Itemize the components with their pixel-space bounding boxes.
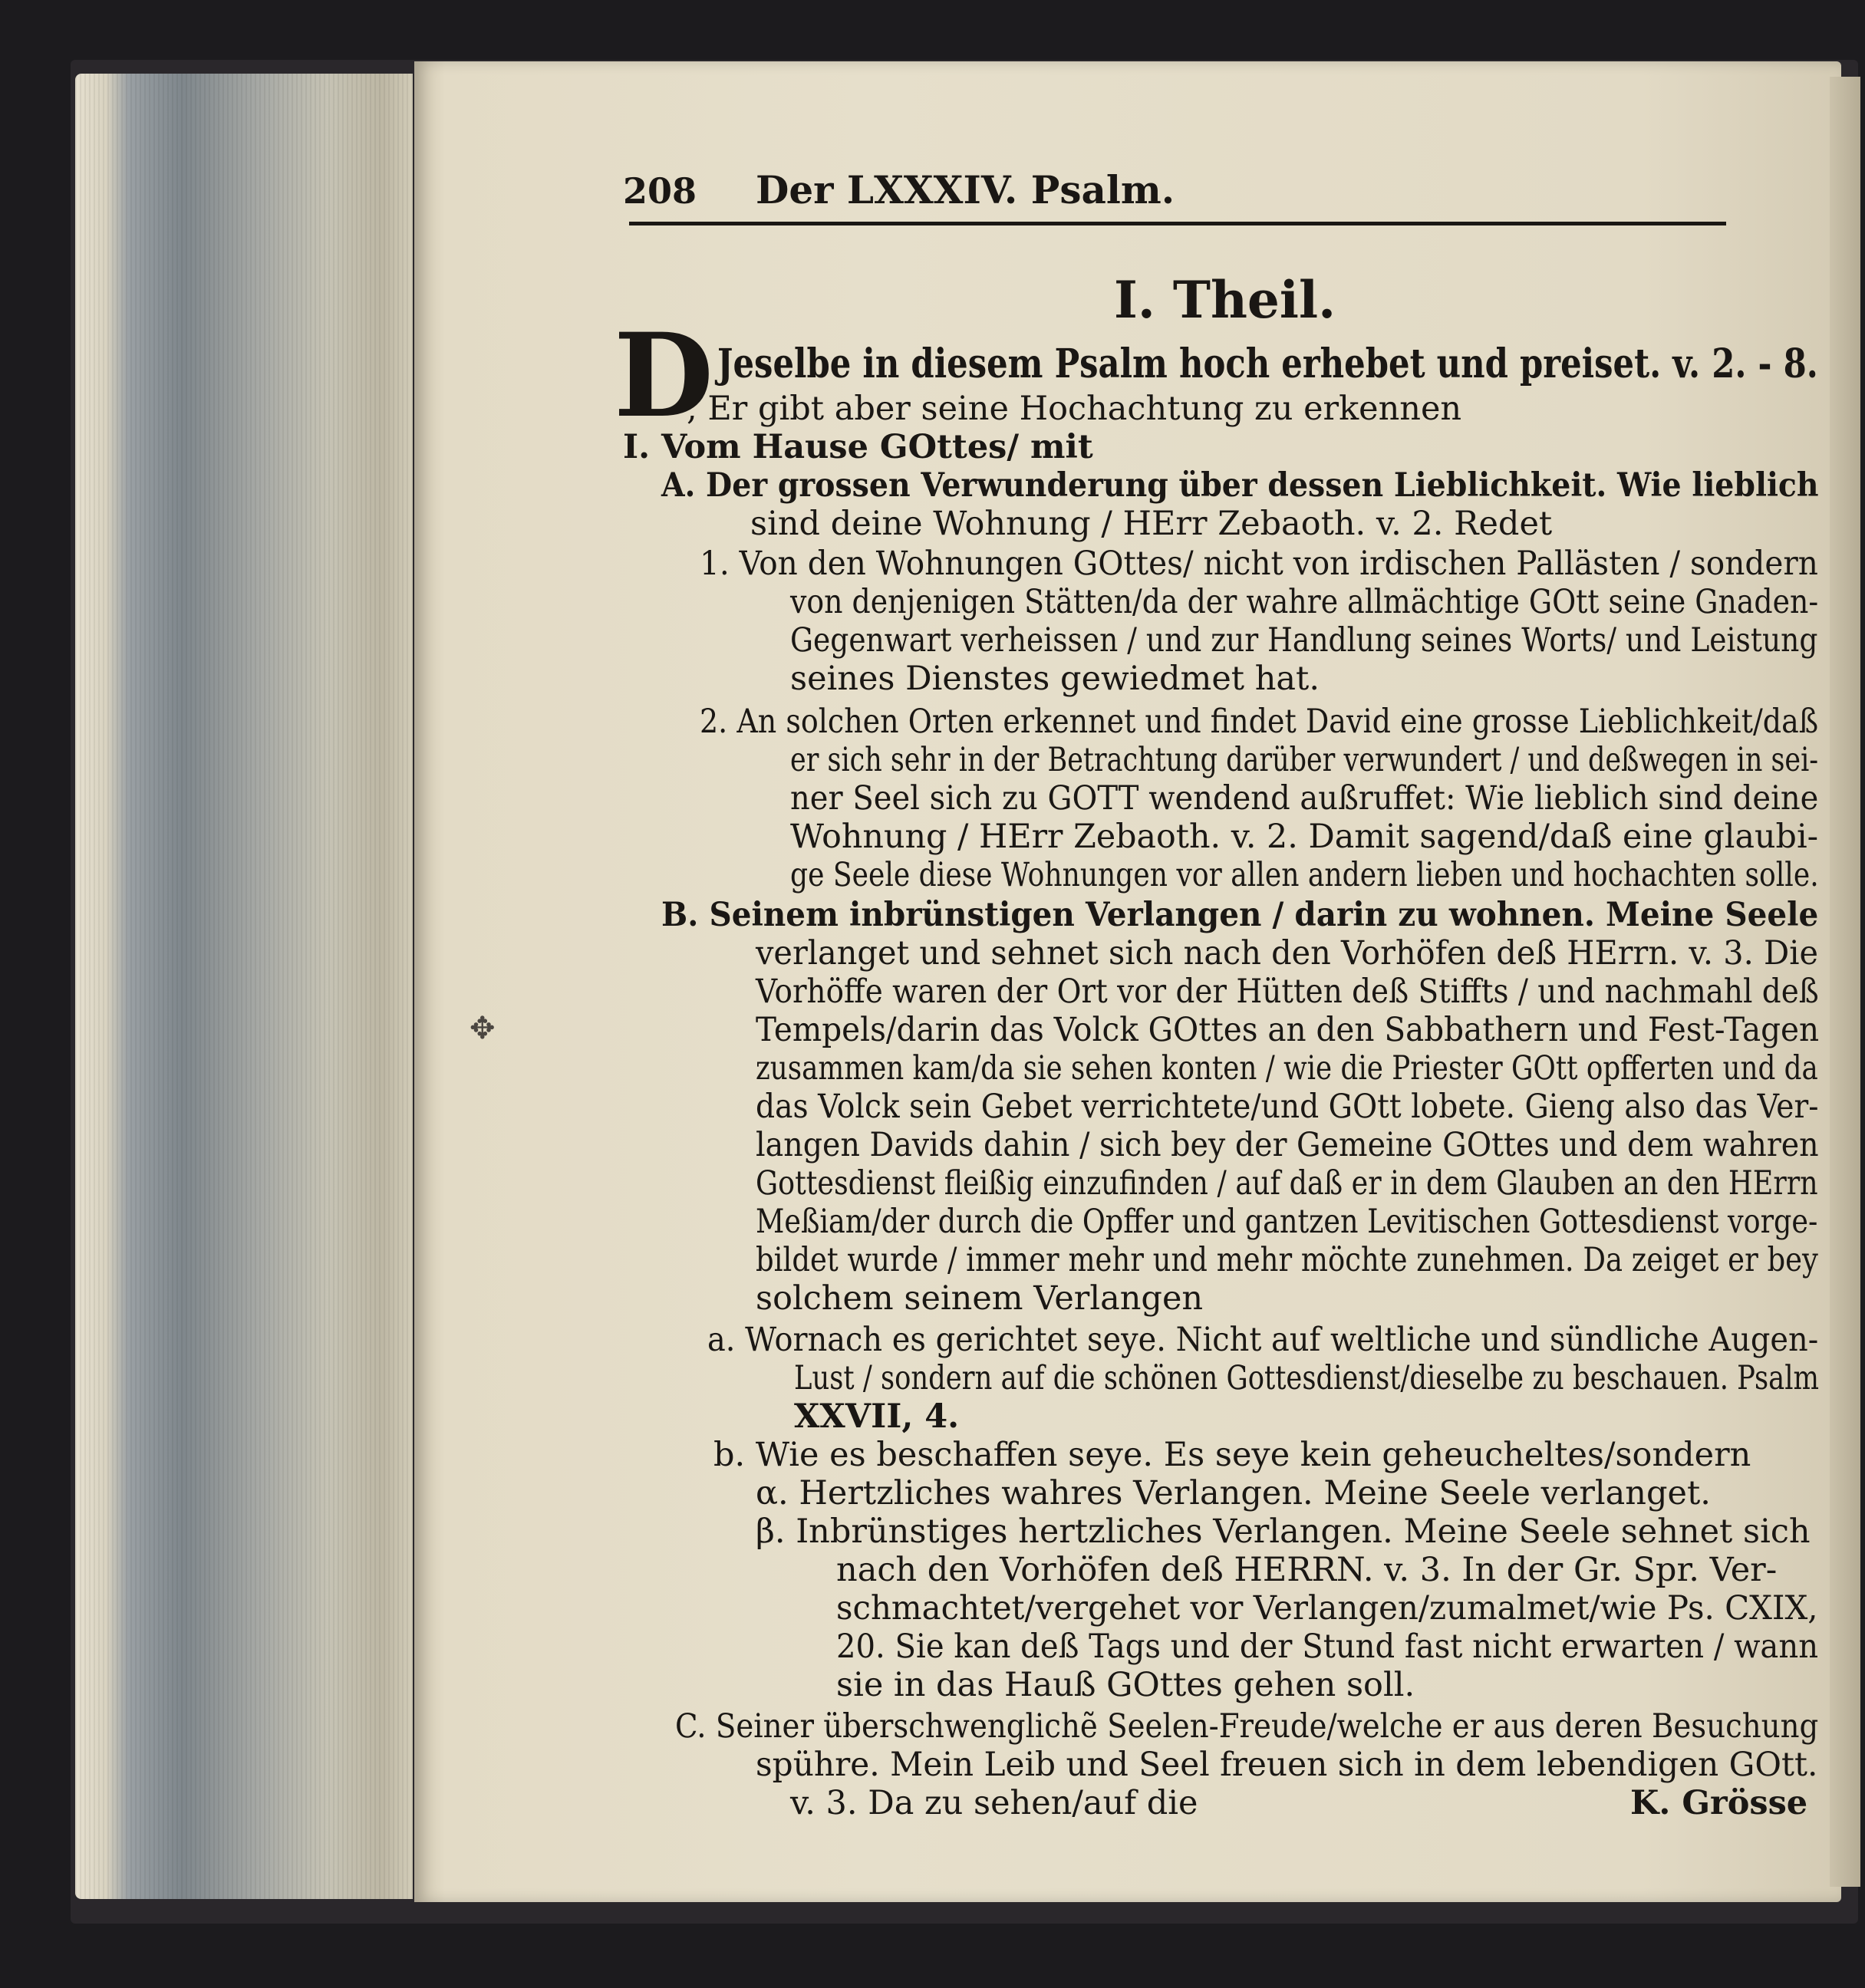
book-fore-edge <box>75 74 413 1899</box>
body-line: Lust / sondern auf die schönen Gottesdienst/dieselbe zu beschauen. Psalm <box>794 1359 1820 1397</box>
body-line: A. Der grossen Verwunderung über dessen Lieblichkeit. Wie lieblich <box>661 466 1819 505</box>
body-line: v. 3. Da zu sehen/auf die <box>790 1784 1198 1822</box>
page-gutter-edge <box>1830 77 1860 1887</box>
body-line: 1. Von den Wohnungen GOttes/ nicht von irdischen Pallästen / sondern <box>700 545 1818 583</box>
body-line: schmachtet/vergehet vor Verlangen/zumalmet/wie Ps. CXIX, <box>836 1589 1818 1628</box>
header-rule <box>629 222 1726 225</box>
body-line: sind deine Wohnung / HErr Zebaoth. v. 2. Redet <box>750 505 1553 543</box>
body-line: spühre. Mein Leib und Seel freuen sich in dem lebendigen GOtt. <box>756 1746 1818 1784</box>
catchword: K. Grösse <box>1630 1784 1808 1822</box>
body-line: I. Vom Hause GOttes/ mit <box>623 428 1093 466</box>
body-line: Wohnung / HErr Zebaoth. v. 2. Damit sagend/daß eine glaubi- <box>790 818 1819 856</box>
body-line: nach den Vorhöfen deß HERRN. v. 3. In der Gr. Spr. Ver- <box>836 1551 1778 1589</box>
body-line: , Er gibt aber seine Hochachtung zu erkennen <box>687 390 1462 428</box>
body-line: a. Wornach es gerichtet seye. Nicht auf weltliche und sündliche Augen- <box>707 1321 1819 1359</box>
body-line: Vorhöffe waren der Ort vor der Hütten deß Stiffts / und nachmahl deß <box>756 973 1819 1011</box>
decorated-initial: D <box>614 308 714 443</box>
body-line: er sich sehr in der Betrachtung darüber verwundert / und deßwegen in sei- <box>790 741 1819 779</box>
body-line: langen Davids dahin / sich bey der Gemeine GOttes und dem wahren <box>756 1126 1819 1164</box>
body-line: ner Seel sich zu GOTT wendend außruffet: Wie lieblich sind deine <box>790 779 1819 818</box>
body-line: Tempels/darin das Volck GOttes an den Sabbathern und Fest-Tagen <box>756 1011 1820 1049</box>
part-title: I. Theil. <box>1114 270 1336 330</box>
ornament-icon: ✥ <box>470 1011 496 1046</box>
body-line: sie in das Hauß GOttes gehen soll. <box>836 1666 1415 1704</box>
page-number: 208 <box>623 170 697 212</box>
body-line: ge Seele diese Wohnungen vor allen andern lieben und hochachten solle. <box>790 856 1819 894</box>
body-line: Gottesdienst fleißig einzufinden / auf daß er in dem Glauben an den HErrn <box>756 1164 1818 1203</box>
body-line: bildet wurde / immer mehr und mehr möchte zunehmen. Da zeiget er bey <box>756 1241 1818 1279</box>
body-line: α. Hertzliches wahres Verlangen. Meine Seele verlanget. <box>756 1474 1711 1512</box>
body-line: verlanget und sehnet sich nach den Vorhöfen deß HErrn. v. 3. Die <box>756 934 1818 973</box>
body-line: zusammen kam/da sie sehen konten / wie die Priester GOtt opfferten und da <box>756 1049 1818 1088</box>
body-line: Jeselbe in diesem Psalm hoch erhebet und preiset. v. 2. - 8. <box>717 341 1818 387</box>
body-line: b. Wie es beschaffen seye. Es seye kein geheucheltes/sondern <box>713 1436 1751 1474</box>
body-line: β. Inbrünstiges hertzliches Verlangen. Meine Seele sehnet sich <box>756 1512 1811 1551</box>
body-line: XXVII, 4. <box>794 1397 960 1436</box>
body-line: von denjenigen Stätten/da der wahre allmächtige GOtt seine Gnaden- <box>790 583 1819 621</box>
body-line: solchem seinem Verlangen <box>756 1279 1204 1318</box>
body-line: Gegenwart verheissen / und zur Handlung seines Worts/ und Leistung <box>790 621 1818 660</box>
body-line: das Volck sein Gebet verrichtete/und GOtt lobete. Gieng also das Ver- <box>756 1088 1819 1126</box>
body-line: B. Seinem inbrünstigen Verlangen / darin zu wohnen. Meine Seele <box>661 896 1819 934</box>
body-line: seines Dienstes gewiedmet hat. <box>790 660 1320 698</box>
running-title: Der LXXXIV. Psalm. <box>756 167 1175 212</box>
body-line: 20. Sie kan deß Tags und der Stund fast nicht erwarten / wann <box>836 1628 1819 1666</box>
body-line: C. Seiner überschwenglichẽ Seelen-Freude/welche er aus deren Besuchung <box>675 1707 1819 1746</box>
body-line: 2. An solchen Orten erkennet und findet David eine grosse Lieblichkeit/daß <box>700 703 1819 741</box>
body-line: Meßiam/der durch die Opffer und gantzen Levitischen Gottesdienst vorge- <box>756 1203 1818 1241</box>
